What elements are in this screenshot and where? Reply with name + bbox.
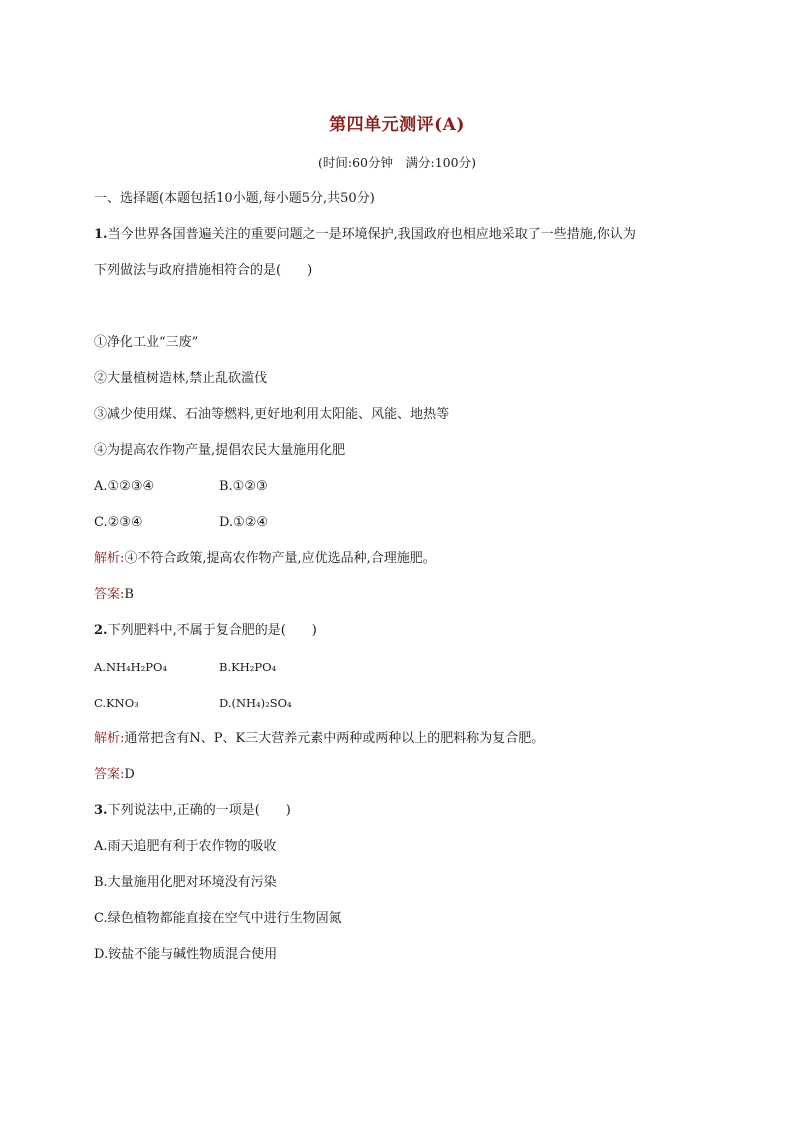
q2-answer bbox=[94, 766, 135, 784]
q3-option-a: A.雨天追肥有利于农作物的吸收 bbox=[94, 839, 277, 854]
q3-option-b: B.大量施用化肥对环境没有污染 bbox=[94, 875, 277, 890]
q1-item-3: ③减少使用煤、石油等燃料,更好地利用太阳能、风能、地热等 bbox=[94, 407, 450, 422]
q2-answer-label: 答案: bbox=[94, 767, 125, 782]
section-heading: 一、选择题(本题包括10小题,每小题5分,共50分) bbox=[94, 191, 375, 206]
q3-stem-text: 下列说法中,正确的一项是( ) bbox=[107, 803, 291, 818]
q2-option-d: D.(NH₄)₂SO₄ bbox=[219, 696, 292, 710]
q2-option-b: B.KH₂PO₄ bbox=[219, 660, 277, 674]
q1-analysis bbox=[94, 550, 436, 568]
q3-number: 3. bbox=[94, 803, 108, 818]
q2-analysis bbox=[94, 730, 544, 748]
q1-item-2: ②大量植树造林,禁止乱砍滥伐 bbox=[94, 371, 268, 386]
q1-stem-text1: 当今世界各国普遍关注的重要问题之一是环境保护,我国政府也相应地采取了一些措施,你认为 bbox=[107, 227, 636, 242]
q1-option-c: C.②③④ bbox=[94, 515, 143, 530]
exam-info: (时间:60分钟 满分:100分) bbox=[318, 155, 476, 170]
q1-stem-line2: 下列做法与政府措施相符合的是( ) bbox=[94, 263, 313, 278]
q2-option-a: A.NH₄H₂PO₄ bbox=[94, 660, 168, 674]
q1-answer bbox=[94, 586, 134, 604]
q1-item-4: ④为提高农作物产量,提倡农民大量施用化肥 bbox=[94, 443, 346, 458]
q1-item-1: ①净化工业“三废” bbox=[94, 335, 199, 350]
page-title: 第四单元测评(A) bbox=[329, 115, 465, 135]
q1-answer-label: 答案: bbox=[94, 587, 125, 602]
q2-number: 2. bbox=[94, 623, 108, 638]
q1-analysis-label: 解析: bbox=[94, 551, 125, 566]
q1-analysis-text: ④不符合政策,提高农作物产量,应优选品种,合理施肥。 bbox=[124, 551, 436, 566]
q1-option-a: A.①②③④ bbox=[94, 479, 155, 494]
q2-analysis-text: 通常把含有N、P、K三大营养元素中两种或两种以上的肥料称为复合肥。 bbox=[124, 731, 545, 746]
q1-option-d: D.①②④ bbox=[219, 515, 269, 530]
q3-option-d: D.铵盐不能与碱性物质混合使用 bbox=[94, 947, 278, 962]
q1-stem-line1 bbox=[94, 226, 636, 244]
q1-option-b: B.①②③ bbox=[219, 479, 268, 494]
q2-option-c: C.KNO₃ bbox=[94, 696, 139, 710]
q2-stem bbox=[94, 622, 317, 640]
q2-analysis-label: 解析: bbox=[94, 731, 125, 746]
q3-option-c: C.绿色植物都能直接在空气中进行生物固氮 bbox=[94, 911, 342, 926]
q1-number: 1. bbox=[94, 227, 108, 242]
q3-stem bbox=[94, 802, 291, 820]
q1-answer-value: B bbox=[124, 587, 134, 602]
q2-answer-value: D bbox=[124, 767, 135, 782]
q2-stem-text: 下列肥料中,不属于复合肥的是( ) bbox=[107, 623, 317, 638]
